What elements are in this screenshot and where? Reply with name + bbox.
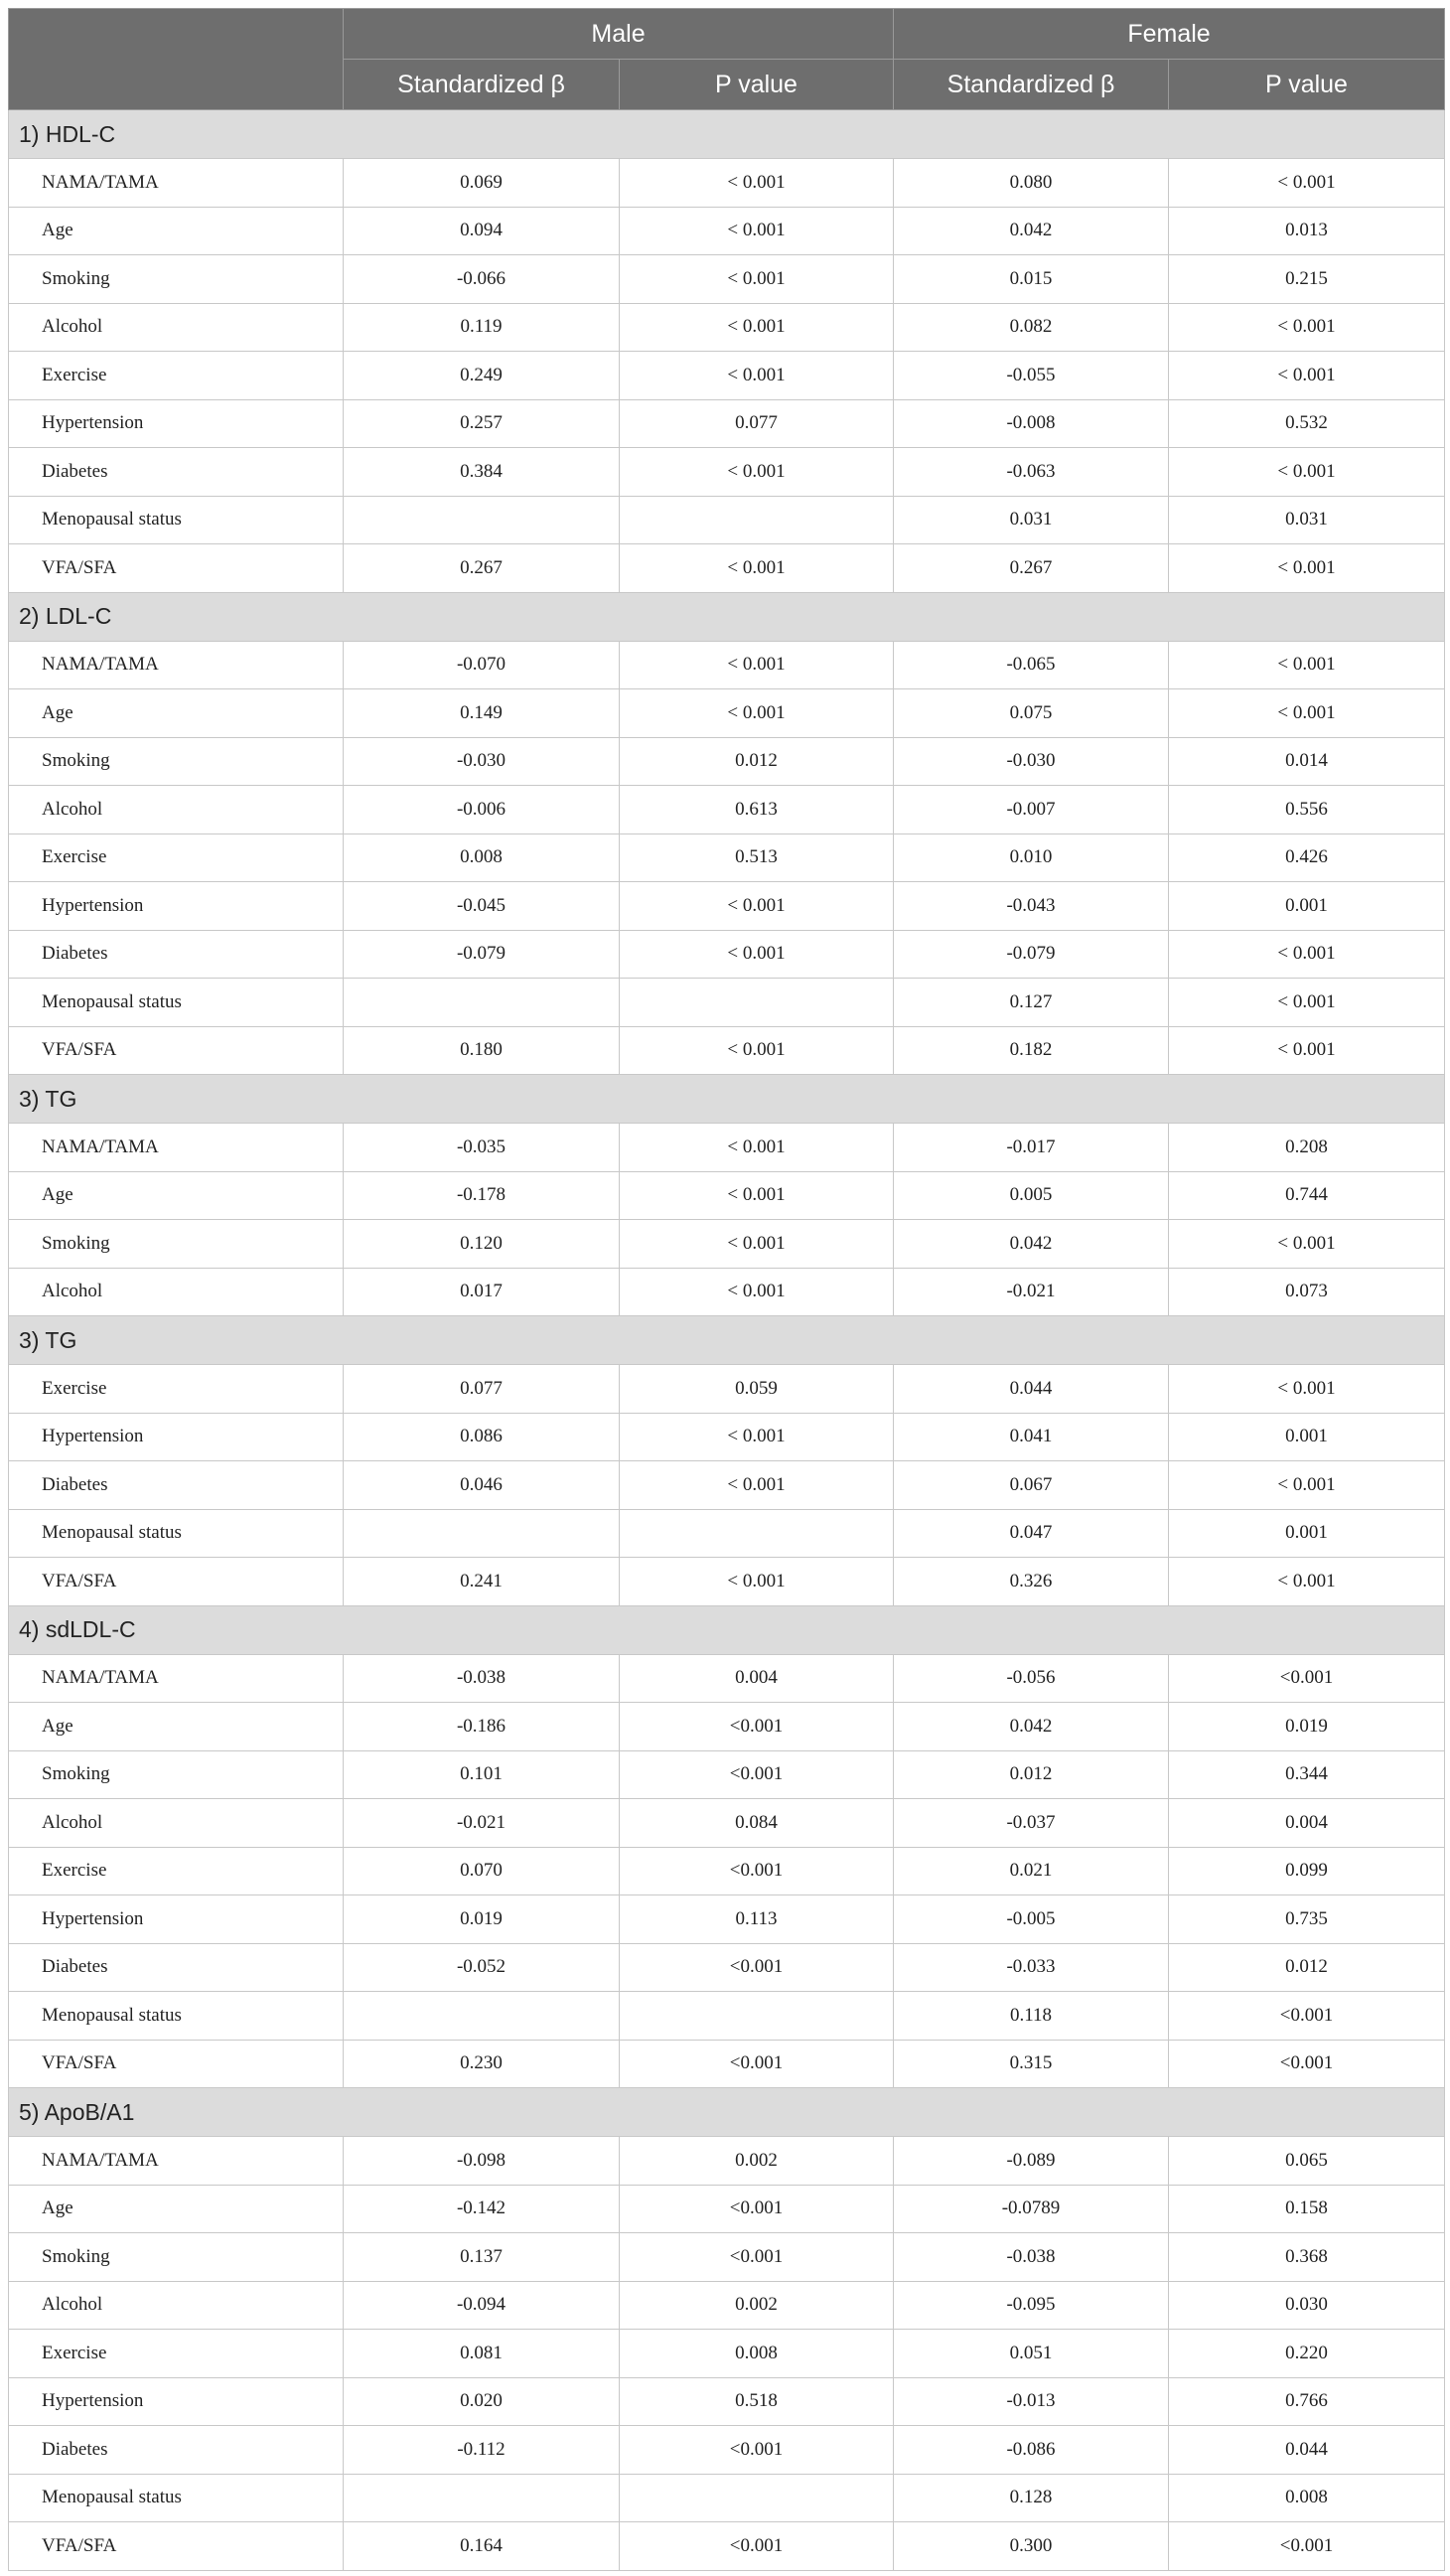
cell-female-pvalue: 0.001 [1169,1413,1445,1461]
section-title: 1) HDL-C [9,110,1445,159]
cell-female-pvalue: <0.001 [1169,2040,1445,2088]
cell-female-pvalue: 0.099 [1169,1847,1445,1895]
cell-male-pvalue: < 0.001 [620,930,894,979]
cell-male-beta: 0.149 [344,689,620,738]
section-header-row [9,2088,1445,2137]
cell-male-pvalue: < 0.001 [620,255,894,304]
subhead-female-pvalue: P value [1169,60,1445,110]
table-row [9,1171,1445,1220]
cell-female-pvalue: 0.001 [1169,882,1445,931]
variable-label: Exercise [9,2330,344,2378]
cell-female-beta: -0.038 [894,2233,1169,2282]
cell-male-pvalue: 0.004 [620,1654,894,1703]
cell-female-pvalue: 0.744 [1169,1171,1445,1220]
table-row [9,352,1445,400]
cell-female-pvalue: <0.001 [1169,1992,1445,2041]
section-header-row [9,1075,1445,1124]
table-row [9,1847,1445,1895]
table-row [9,1365,1445,1414]
cell-male-pvalue: < 0.001 [620,1171,894,1220]
table-row [9,1943,1445,1992]
cell-female-pvalue: < 0.001 [1169,159,1445,208]
header-female: Female [894,9,1445,60]
cell-female-beta: 0.267 [894,544,1169,593]
variable-label: Menopausal status [9,979,344,1027]
table-row [9,544,1445,593]
variable-label: Age [9,2185,344,2233]
cell-male-beta: 0.257 [344,399,620,448]
variable-label: Exercise [9,1847,344,1895]
cell-female-pvalue: 0.030 [1169,2281,1445,2330]
table-row [9,2233,1445,2282]
cell-female-beta: 0.080 [894,159,1169,208]
table-row [9,737,1445,786]
cell-male-beta: -0.035 [344,1124,620,1172]
variable-label: Hypertension [9,882,344,931]
cell-male-pvalue: < 0.001 [620,882,894,931]
table-row [9,1268,1445,1316]
cell-female-pvalue: < 0.001 [1169,1365,1445,1414]
variable-label: Alcohol [9,303,344,352]
cell-female-pvalue: 0.012 [1169,1943,1445,1992]
cell-female-pvalue: 0.044 [1169,2426,1445,2475]
cell-male-beta: 0.120 [344,1220,620,1269]
cell-male-beta: 0.019 [344,1895,620,1944]
cell-female-pvalue: < 0.001 [1169,979,1445,1027]
cell-female-beta: -0.056 [894,1654,1169,1703]
cell-female-beta: 0.127 [894,979,1169,1027]
cell-female-beta: -0.079 [894,930,1169,979]
table-body [9,110,1445,2571]
cell-female-beta: 0.047 [894,1509,1169,1558]
cell-female-pvalue: 0.426 [1169,833,1445,882]
table-row [9,2522,1445,2571]
table-row [9,1654,1445,1703]
variable-label: Menopausal status [9,1992,344,2041]
cell-male-pvalue [620,1992,894,2041]
cell-male-beta: 0.249 [344,352,620,400]
table-row [9,2281,1445,2330]
table-row [9,1750,1445,1799]
variable-label: Alcohol [9,1268,344,1316]
cell-male-beta: -0.066 [344,255,620,304]
cell-female-pvalue: < 0.001 [1169,1461,1445,1510]
table-row [9,2040,1445,2088]
cell-male-beta [344,1992,620,2041]
cell-male-pvalue: 0.084 [620,1799,894,1848]
cell-female-beta: 0.075 [894,689,1169,738]
cell-male-pvalue: 0.002 [620,2281,894,2330]
variable-label: Age [9,1171,344,1220]
cell-male-beta: 0.081 [344,2330,620,2378]
cell-female-beta: -0.037 [894,1799,1169,1848]
table-row [9,1026,1445,1075]
cell-female-beta: 0.015 [894,255,1169,304]
cell-male-beta: 0.008 [344,833,620,882]
cell-male-beta: 0.017 [344,1268,620,1316]
cell-female-beta: 0.067 [894,1461,1169,1510]
cell-female-beta: 0.315 [894,2040,1169,2088]
section-title: 5) ApoB/A1 [9,2088,1445,2137]
cell-female-pvalue: <0.001 [1169,2522,1445,2571]
cell-female-beta: -0.005 [894,1895,1169,1944]
section-header-row [9,110,1445,159]
variable-label: NAMA/TAMA [9,2137,344,2186]
cell-female-beta: 0.010 [894,833,1169,882]
cell-female-beta: 0.326 [894,1558,1169,1606]
subhead-female-beta: Standardized β [894,60,1169,110]
cell-male-pvalue: 0.002 [620,2137,894,2186]
variable-label: Alcohol [9,2281,344,2330]
variable-label: NAMA/TAMA [9,1124,344,1172]
cell-male-beta: 0.086 [344,1413,620,1461]
cell-female-beta: -0.086 [894,2426,1169,2475]
cell-male-pvalue: < 0.001 [620,1558,894,1606]
cell-male-beta: 0.070 [344,1847,620,1895]
cell-male-beta: 0.241 [344,1558,620,1606]
cell-female-pvalue: 0.019 [1169,1703,1445,1751]
variable-label: Smoking [9,255,344,304]
cell-female-pvalue: 0.008 [1169,2474,1445,2522]
cell-male-pvalue: 0.513 [620,833,894,882]
cell-female-pvalue: 0.556 [1169,786,1445,834]
variable-label: NAMA/TAMA [9,1654,344,1703]
cell-male-pvalue: <0.001 [620,1750,894,1799]
cell-female-beta: 0.051 [894,2330,1169,2378]
variable-label: Smoking [9,2233,344,2282]
variable-label: Diabetes [9,1461,344,1510]
cell-male-pvalue: 0.012 [620,737,894,786]
cell-male-pvalue [620,2474,894,2522]
cell-female-pvalue: 0.532 [1169,399,1445,448]
table-row [9,303,1445,352]
cell-female-beta: 0.042 [894,207,1169,255]
cell-female-pvalue: < 0.001 [1169,303,1445,352]
variable-label: Alcohol [9,786,344,834]
variable-label: Diabetes [9,2426,344,2475]
variable-label: Menopausal status [9,1509,344,1558]
cell-female-pvalue: < 0.001 [1169,1220,1445,1269]
cell-female-beta: -0.008 [894,399,1169,448]
cell-male-beta: -0.112 [344,2426,620,2475]
table-row [9,1558,1445,1606]
cell-female-beta: -0.055 [894,352,1169,400]
cell-male-pvalue: < 0.001 [620,1268,894,1316]
cell-female-pvalue: 0.344 [1169,1750,1445,1799]
section-title: 4) sdLDL-C [9,1605,1445,1654]
cell-female-beta: 0.118 [894,1992,1169,2041]
header-row-groups [9,9,1445,60]
cell-male-pvalue: 0.008 [620,2330,894,2378]
cell-female-pvalue: < 0.001 [1169,352,1445,400]
cell-male-beta: 0.384 [344,448,620,497]
cell-female-pvalue: < 0.001 [1169,641,1445,689]
cell-male-pvalue: <0.001 [620,2426,894,2475]
cell-male-beta: 0.101 [344,1750,620,1799]
table-row [9,1220,1445,1269]
table-row [9,2185,1445,2233]
section-title: 3) TG [9,1075,1445,1124]
cell-male-pvalue: < 0.001 [620,1413,894,1461]
table-row [9,1703,1445,1751]
table-row [9,882,1445,931]
cell-female-pvalue: < 0.001 [1169,689,1445,738]
variable-label: Exercise [9,1365,344,1414]
cell-male-beta: 0.267 [344,544,620,593]
cell-male-pvalue: < 0.001 [620,1124,894,1172]
cell-male-beta: -0.038 [344,1654,620,1703]
cell-male-pvalue: < 0.001 [620,303,894,352]
cell-male-beta: 0.020 [344,2377,620,2426]
cell-male-pvalue: <0.001 [620,1943,894,1992]
cell-female-pvalue: < 0.001 [1169,1558,1445,1606]
cell-female-beta: 0.182 [894,1026,1169,1075]
table-row [9,833,1445,882]
cell-male-pvalue: 0.613 [620,786,894,834]
cell-male-beta [344,496,620,544]
table-row [9,786,1445,834]
cell-male-pvalue: 0.059 [620,1365,894,1414]
table-row [9,2377,1445,2426]
cell-female-pvalue: 0.031 [1169,496,1445,544]
regression-table [8,8,1445,2571]
cell-female-beta: -0.021 [894,1268,1169,1316]
table-row [9,207,1445,255]
cell-male-beta: -0.094 [344,2281,620,2330]
cell-female-pvalue: 0.368 [1169,2233,1445,2282]
cell-male-beta [344,1509,620,1558]
table-row [9,496,1445,544]
cell-male-beta: 0.094 [344,207,620,255]
cell-male-beta: -0.142 [344,2185,620,2233]
cell-female-beta: 0.044 [894,1365,1169,1414]
cell-male-pvalue: < 0.001 [620,1461,894,1510]
cell-male-beta: 0.077 [344,1365,620,1414]
cell-female-beta: 0.300 [894,2522,1169,2571]
cell-male-beta: -0.021 [344,1799,620,1848]
cell-female-beta: 0.042 [894,1703,1169,1751]
cell-male-beta: -0.186 [344,1703,620,1751]
cell-female-beta: -0.089 [894,2137,1169,2186]
cell-male-beta [344,979,620,1027]
cell-male-pvalue: < 0.001 [620,448,894,497]
cell-female-beta: -0.0789 [894,2185,1169,2233]
variable-label: VFA/SFA [9,1026,344,1075]
section-header-row [9,1605,1445,1654]
cell-male-pvalue: 0.518 [620,2377,894,2426]
table-row [9,448,1445,497]
cell-female-pvalue: 0.208 [1169,1124,1445,1172]
cell-male-pvalue: <0.001 [620,2185,894,2233]
cell-male-beta: 0.137 [344,2233,620,2282]
cell-female-pvalue: 0.073 [1169,1268,1445,1316]
cell-female-beta: 0.082 [894,303,1169,352]
table-header [9,9,1445,110]
cell-male-pvalue [620,979,894,1027]
cell-male-pvalue: < 0.001 [620,207,894,255]
subhead-male-beta: Standardized β [344,60,620,110]
cell-female-beta: -0.063 [894,448,1169,497]
cell-male-pvalue: < 0.001 [620,1026,894,1075]
cell-female-pvalue: <0.001 [1169,1654,1445,1703]
cell-female-pvalue: 0.766 [1169,2377,1445,2426]
cell-female-beta: -0.030 [894,737,1169,786]
variable-label: VFA/SFA [9,2522,344,2571]
cell-female-pvalue: 0.735 [1169,1895,1445,1944]
cell-male-beta: -0.006 [344,786,620,834]
cell-female-pvalue: 0.004 [1169,1799,1445,1848]
cell-male-beta: -0.079 [344,930,620,979]
cell-male-beta: -0.045 [344,882,620,931]
cell-male-pvalue: < 0.001 [620,1220,894,1269]
table-row [9,2330,1445,2378]
variable-label: Hypertension [9,399,344,448]
cell-female-beta: 0.031 [894,496,1169,544]
cell-female-beta: -0.095 [894,2281,1169,2330]
variable-label: Menopausal status [9,2474,344,2522]
cell-female-beta: -0.017 [894,1124,1169,1172]
cell-male-beta: -0.070 [344,641,620,689]
table-row [9,641,1445,689]
variable-label: Smoking [9,1750,344,1799]
table-row [9,159,1445,208]
cell-female-pvalue: < 0.001 [1169,1026,1445,1075]
variable-label: Smoking [9,1220,344,1269]
table-row [9,1799,1445,1848]
section-header-row [9,592,1445,641]
table-row [9,2426,1445,2475]
table-row [9,689,1445,738]
cell-male-pvalue: <0.001 [620,2040,894,2088]
cell-male-beta: 0.069 [344,159,620,208]
variable-label: Hypertension [9,1413,344,1461]
table-row [9,1124,1445,1172]
cell-female-pvalue: < 0.001 [1169,544,1445,593]
variable-label: Age [9,207,344,255]
variable-label: Diabetes [9,448,344,497]
cell-female-beta: -0.033 [894,1943,1169,1992]
variable-label: Exercise [9,833,344,882]
header-corner-cell [9,9,344,110]
cell-female-pvalue: 0.065 [1169,2137,1445,2186]
cell-male-pvalue: < 0.001 [620,689,894,738]
variable-label: NAMA/TAMA [9,159,344,208]
table-row [9,930,1445,979]
variable-label: Alcohol [9,1799,344,1848]
table-row [9,1461,1445,1510]
cell-male-pvalue: < 0.001 [620,352,894,400]
cell-female-beta: -0.007 [894,786,1169,834]
cell-male-beta: 0.230 [344,2040,620,2088]
variable-label: Age [9,1703,344,1751]
table-row [9,979,1445,1027]
cell-male-beta: 0.180 [344,1026,620,1075]
variable-label: Menopausal status [9,496,344,544]
cell-female-pvalue: < 0.001 [1169,448,1445,497]
cell-male-pvalue: < 0.001 [620,544,894,593]
cell-male-pvalue: 0.077 [620,399,894,448]
cell-female-beta: 0.021 [894,1847,1169,1895]
cell-female-beta: -0.043 [894,882,1169,931]
section-title: 2) LDL-C [9,592,1445,641]
subhead-male-pvalue: P value [620,60,894,110]
variable-label: NAMA/TAMA [9,641,344,689]
cell-male-beta: 0.119 [344,303,620,352]
variable-label: Diabetes [9,930,344,979]
cell-male-pvalue: <0.001 [620,1703,894,1751]
cell-male-beta: -0.178 [344,1171,620,1220]
cell-male-pvalue [620,1509,894,1558]
cell-male-beta: -0.052 [344,1943,620,1992]
cell-female-pvalue: < 0.001 [1169,930,1445,979]
cell-female-pvalue: 0.001 [1169,1509,1445,1558]
cell-female-beta: -0.065 [894,641,1169,689]
table-row [9,1509,1445,1558]
table-row [9,399,1445,448]
table-row [9,2474,1445,2522]
table-row [9,1413,1445,1461]
cell-female-beta: 0.128 [894,2474,1169,2522]
variable-label: VFA/SFA [9,544,344,593]
cell-female-beta: -0.013 [894,2377,1169,2426]
cell-female-pvalue: 0.014 [1169,737,1445,786]
header-male: Male [344,9,894,60]
variable-label: Diabetes [9,1943,344,1992]
variable-label: Hypertension [9,1895,344,1944]
cell-female-pvalue: 0.158 [1169,2185,1445,2233]
variable-label: VFA/SFA [9,1558,344,1606]
cell-male-beta: 0.164 [344,2522,620,2571]
cell-male-pvalue: <0.001 [620,2233,894,2282]
cell-female-pvalue: 0.220 [1169,2330,1445,2378]
section-title: 3) TG [9,1316,1445,1365]
cell-male-beta: -0.098 [344,2137,620,2186]
cell-female-beta: 0.041 [894,1413,1169,1461]
section-header-row [9,1316,1445,1365]
cell-male-pvalue: < 0.001 [620,641,894,689]
table-row [9,2137,1445,2186]
variable-label: Smoking [9,737,344,786]
cell-female-beta: 0.042 [894,1220,1169,1269]
cell-female-pvalue: 0.215 [1169,255,1445,304]
variable-label: Age [9,689,344,738]
variable-label: Exercise [9,352,344,400]
variable-label: VFA/SFA [9,2040,344,2088]
cell-male-pvalue: <0.001 [620,1847,894,1895]
cell-female-beta: 0.005 [894,1171,1169,1220]
cell-male-pvalue: < 0.001 [620,159,894,208]
cell-male-beta: -0.030 [344,737,620,786]
cell-male-beta [344,2474,620,2522]
cell-male-pvalue: 0.113 [620,1895,894,1944]
cell-female-beta: 0.012 [894,1750,1169,1799]
table-row [9,1895,1445,1944]
cell-female-pvalue: 0.013 [1169,207,1445,255]
variable-label: Hypertension [9,2377,344,2426]
cell-male-beta: 0.046 [344,1461,620,1510]
table-row [9,1992,1445,2041]
cell-male-pvalue [620,496,894,544]
cell-male-pvalue: <0.001 [620,2522,894,2571]
table-row [9,255,1445,304]
